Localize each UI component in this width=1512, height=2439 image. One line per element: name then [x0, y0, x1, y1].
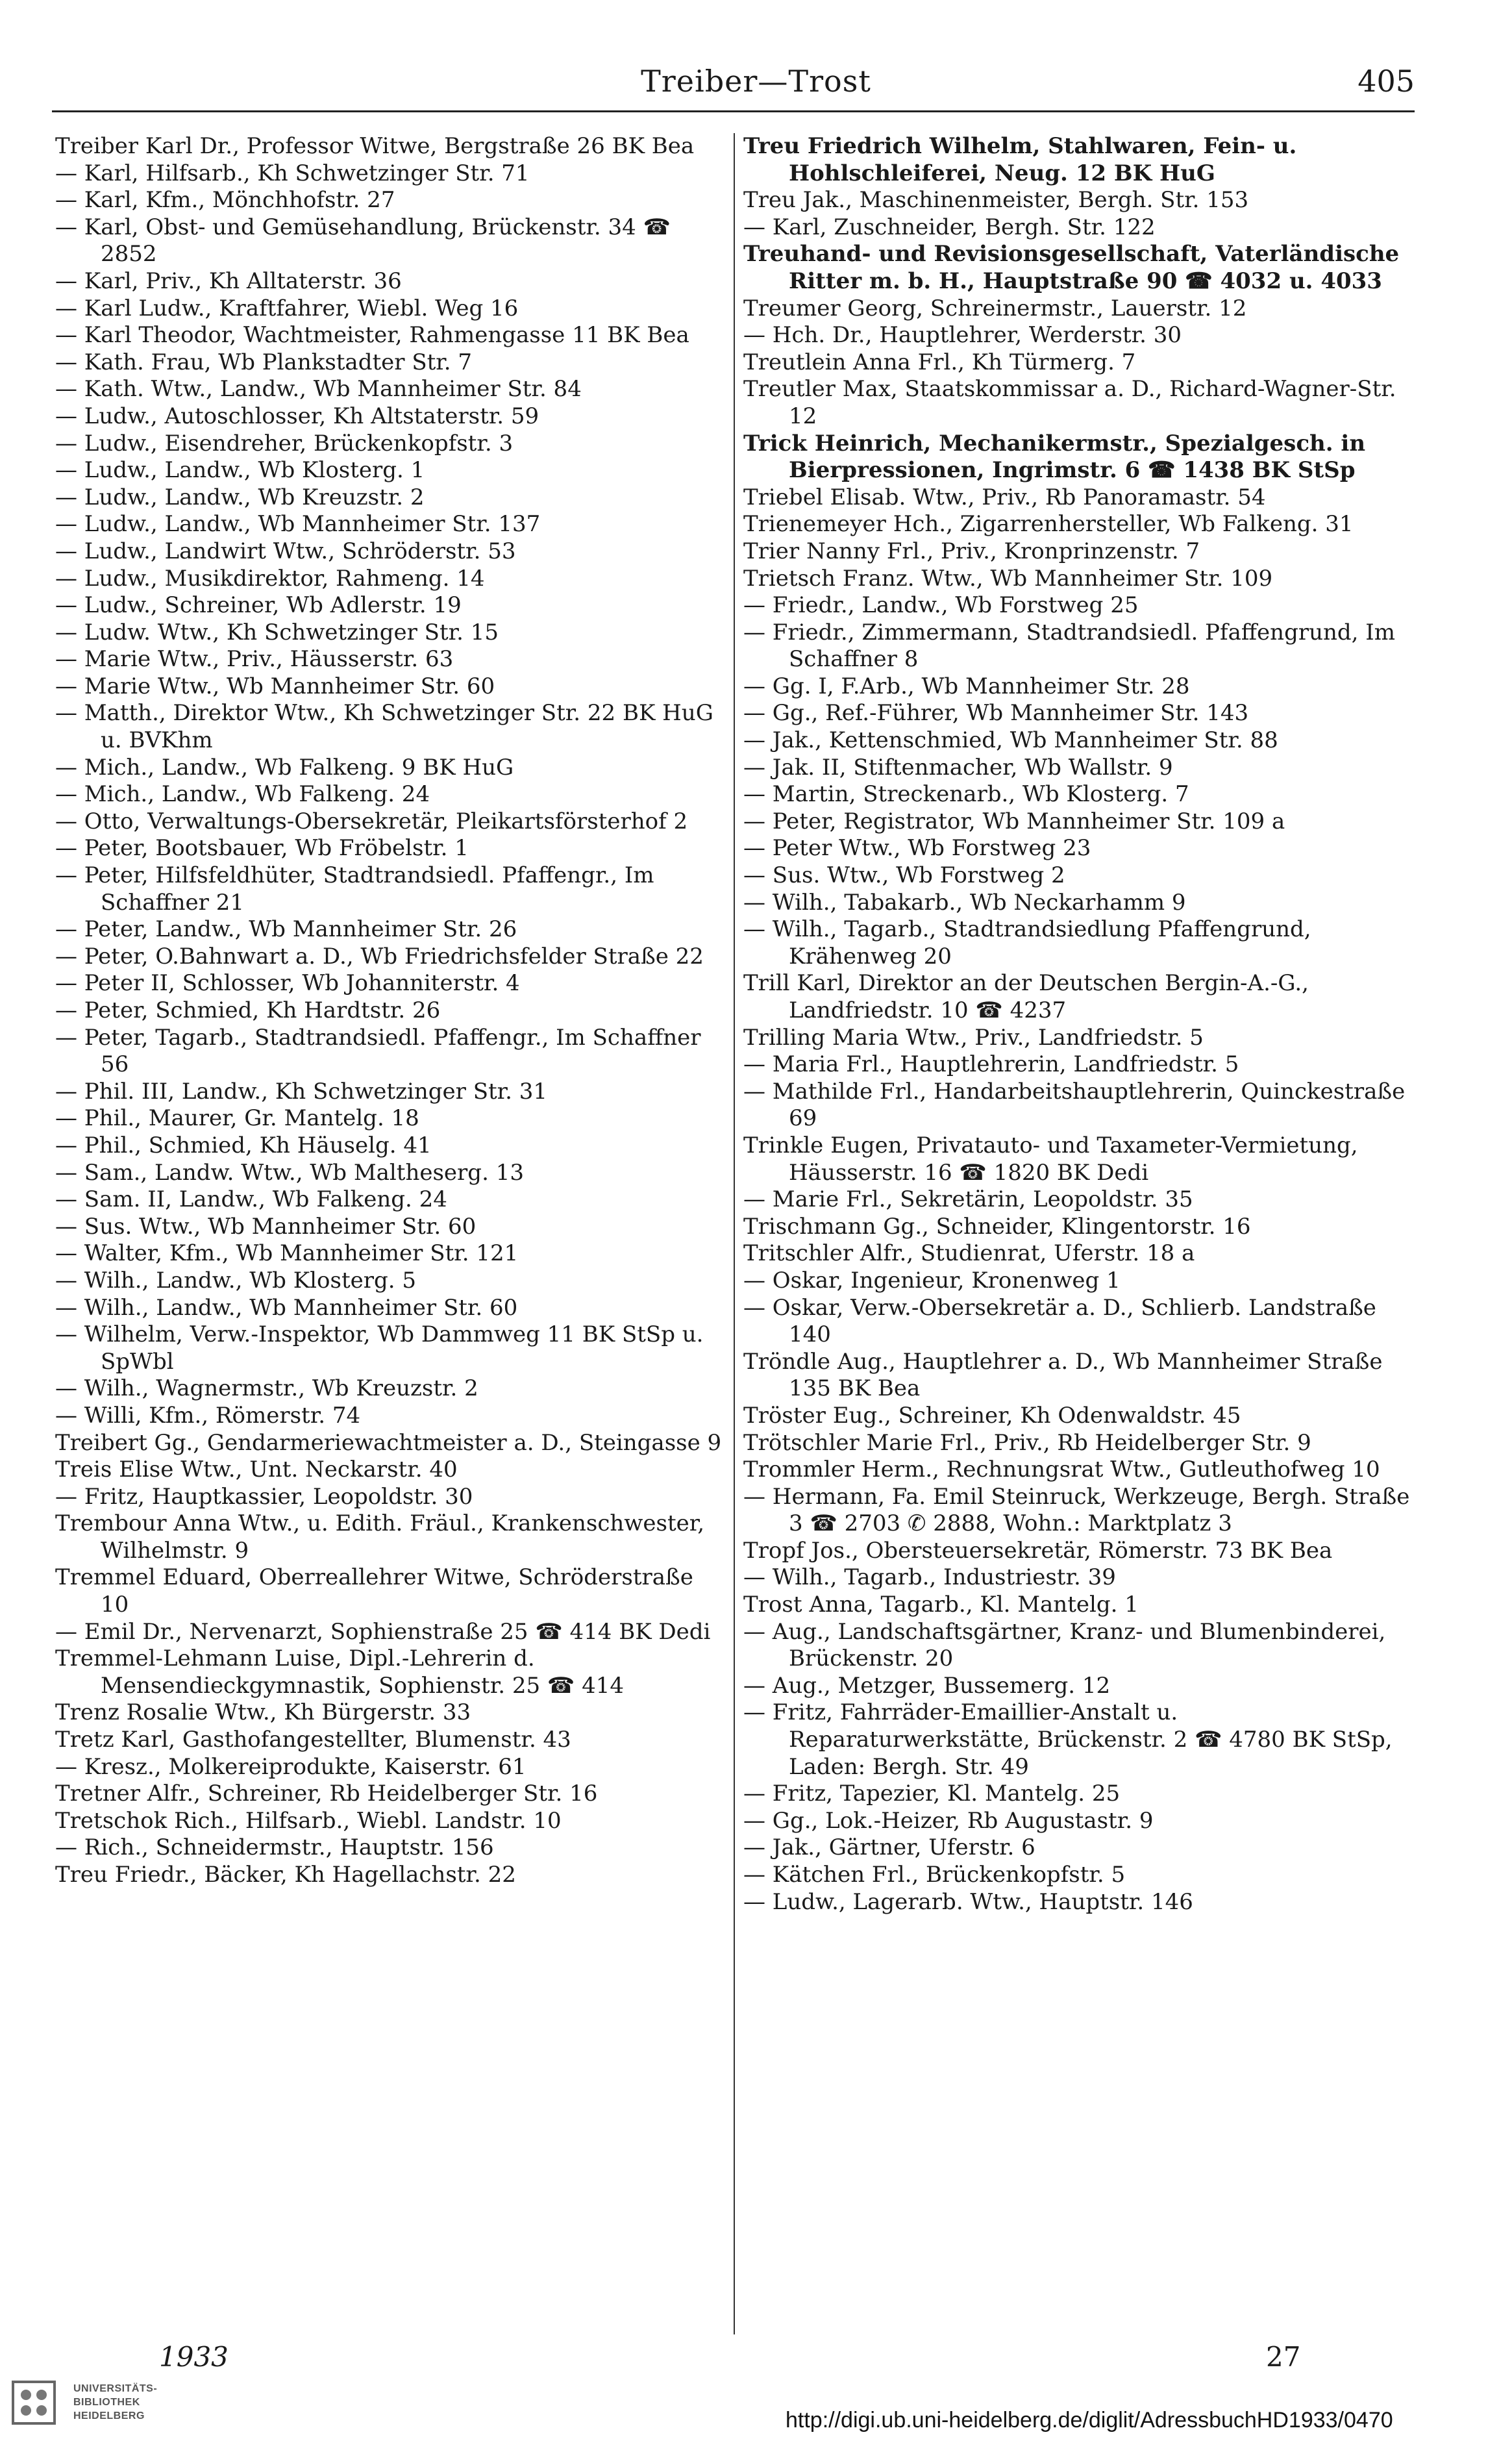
directory-entry: — Ludw., Eisendreher, Brückenkopfstr. 3 — [55, 430, 514, 457]
directory-entry: — Hch. Dr., Hauptlehrer, Werderstr. 30 — [743, 322, 1182, 349]
directory-entry: — Peter, O.Bahnwart a. D., Wb Friedrichsfelder Straße 22 — [55, 943, 704, 969]
library-seal-icon — [12, 2381, 56, 2425]
directory-entry: — Peter, Schmied, Kh Hardtstr. 26 — [55, 997, 441, 1023]
directory-entry: Tretner Alfr., Schreiner, Rb Heidelberger Str. 16 — [55, 1781, 598, 1807]
directory-entry: — Wilh., Landw., Wb Klosterg. 5 — [55, 1267, 416, 1294]
directory-entry: — Wilh., Tagarb., Stadtrandsiedlung Pfaffengrund, Krähenweg 20 — [743, 916, 1319, 969]
directory-entry: — Fritz, Hauptkassier, Leopoldstr. 30 — [55, 1483, 473, 1510]
source-url-link[interactable]: http://digi.ub.uni-heidelberg.de/diglit/AdressbuchHD1933/0470 — [786, 2408, 1393, 2433]
directory-entry: — Karl Theodor, Wachtmeister, Rahmengasse 11 BK Bea — [55, 322, 689, 349]
directory-entry: — Sus. Wtw., Wb Mannheimer Str. 60 — [55, 1213, 477, 1240]
directory-entry: — Phil., Schmied, Kh Häuselg. 41 — [55, 1132, 432, 1158]
directory-entry: — Wilh., Landw., Wb Mannheimer Str. 60 — [55, 1294, 518, 1321]
directory-entry: — Kath. Wtw., Landw., Wb Mannheimer Str. 84 — [55, 376, 582, 403]
column-divider — [734, 133, 735, 2334]
directory-entry: — Kätchen Frl., Brückenkopfstr. 5 — [743, 1862, 1126, 1888]
directory-entry: — Phil. III, Landw., Kh Schwetzinger Str. 31 — [55, 1078, 548, 1105]
directory-entry: — Peter, Tagarb., Stadtrandsiedl. Pfaffengr., Im Schaffner 56 — [55, 1024, 708, 1078]
directory-entry: Trost Anna, Tagarb., Kl. Mantelg. 1 — [743, 1592, 1139, 1618]
directory-entry: — Peter, Bootsbauer, Wb Fröbelstr. 1 — [55, 835, 469, 862]
directory-entry: — Aug., Metzger, Bussemerg. 12 — [743, 1672, 1111, 1699]
directory-entry: — Sam. II, Landw., Wb Falkeng. 24 — [55, 1186, 447, 1213]
directory-entry: — Hermann, Fa. Emil Steinruck, Werkzeuge, Bergh. Straße 3 ☎ 2703 ✆ 2888, Wohn.: Marktplatz 3 — [743, 1483, 1417, 1537]
directory-entry: Trembour Anna Wtw., u. Edith. Fräul., Krankenschwester, Wilhelmstr. 9 — [55, 1510, 712, 1564]
directory-entry: — Marie Wtw., Priv., Häusserstr. 63 — [55, 646, 454, 673]
directory-entry: Trinkle Eugen, Privatauto- und Taxameter-Vermietung, Häusserstr. 16 ☎ 1820 BK Dedi — [743, 1132, 1365, 1186]
directory-entry: — Karl, Kfm., Mönchhofstr. 27 — [55, 187, 395, 214]
directory-entry: — Jak., Kettenschmied, Wb Mannheimer Str. 88 — [743, 727, 1278, 754]
directory-entry: Treu Friedr., Bäcker, Kh Hagellachstr. 22 — [55, 1862, 516, 1888]
directory-entry: — Karl Ludw., Kraftfahrer, Wiebl. Weg 16 — [55, 295, 519, 321]
directory-entry: — Ludw. Wtw., Kh Schwetzinger Str. 15 — [55, 619, 499, 645]
directory-entry: — Ludw., Autoschlosser, Kh Altstaterstr. 59 — [55, 403, 539, 429]
directory-entry: — Friedr., Zimmermann, Stadtrandsiedl. Pfaffengrund, Im Schaffner 8 — [743, 619, 1402, 673]
directory-entry: Treiber Karl Dr., Professor Witwe, Bergstraße 26 BK Bea — [55, 133, 695, 159]
directory-entry: Trischmann Gg., Schneider, Klingentorstr. 16 — [743, 1213, 1251, 1240]
directory-entry-firm: Trick Heinrich, Mechanikermstr., Spezialgesch. in Bierpressionen, Ingrimstr. 6 ☎ 1438 BK StSp — [743, 430, 1373, 484]
library-logo-text — [73, 2382, 249, 2423]
logo-line-2: BIBLIOTHEK — [73, 2397, 140, 2408]
directory-entry: — Peter II, Schlosser, Wb Johanniterstr. 4 — [55, 970, 520, 997]
directory-entry: Tremmel-Lehmann Luise, Dipl.-Lehrerin d. Mensendieckgymnastik, Sophienstr. 25 ☎ 414 — [55, 1645, 624, 1699]
directory-entry: — Friedr., Landw., Wb Forstweg 25 — [743, 592, 1139, 619]
directory-entry-firm: Treuhand- und Revisionsgesellschaft, Vaterländische Ritter m. b. H., Hauptstraße 90 ☎ 4032 u. 4033 — [743, 241, 1407, 294]
directory-entry: — Matth., Direktor Wtw., Kh Schwetzinger Str. 22 BK HuG u. BVKhm — [55, 700, 721, 754]
page-number: 405 — [1357, 64, 1415, 99]
directory-entry: Trier Nanny Frl., Priv., Kronprinzenstr. 7 — [743, 538, 1200, 564]
directory-entry: Treutlein Anna Frl., Kh Türmerg. 7 — [743, 349, 1136, 375]
directory-entry: — Wilh., Tagarb., Industriestr. 39 — [743, 1564, 1116, 1591]
running-head: Treiber—Trost — [641, 64, 871, 99]
logo-line-3: HEIDELBERG — [73, 2410, 145, 2421]
directory-entry: — Ludw., Landw., Wb Klosterg. 1 — [55, 457, 425, 484]
directory-entry: — Karl, Hilfsarb., Kh Schwetzinger Str. 71 — [55, 160, 530, 186]
directory-entry: Tröndle Aug., Hauptlehrer a. D., Wb Mannheimer Straße 135 BK Bea — [743, 1348, 1390, 1402]
directory-entry: — Ludw., Landw., Wb Mannheimer Str. 137 — [55, 511, 541, 538]
library-logo — [12, 2377, 245, 2435]
directory-entry: Treibert Gg., Gendarmeriewachtmeister a. D., Steingasse 9 — [55, 1429, 722, 1456]
directory-entry: — Wilh., Wagnermstr., Wb Kreuzstr. 2 — [55, 1375, 478, 1402]
directory-entry: Tröster Eug., Schreiner, Kh Odenwaldstr. 45 — [743, 1402, 1241, 1429]
directory-entry: — Peter, Hilfsfeldhüter, Stadtrandsiedl. Pfaffengr., Im Schaffner 21 — [55, 862, 662, 916]
directory-entry: Treis Elise Wtw., Unt. Neckarstr. 40 — [55, 1457, 458, 1483]
directory-entry: — Karl, Priv., Kh Alltaterstr. 36 — [55, 268, 402, 294]
directory-entry: Tretschok Rich., Hilfsarb., Wiebl. Landstr. 10 — [55, 1807, 562, 1834]
directory-entry: — Peter, Landw., Wb Mannheimer Str. 26 — [55, 916, 517, 943]
directory-entry: — Peter, Registrator, Wb Mannheimer Str. 109 a — [743, 808, 1285, 834]
directory-entry: — Gg., Ref.-Führer, Wb Mannheimer Str. 143 — [743, 700, 1249, 727]
directory-entry: — Marie Frl., Sekretärin, Leopoldstr. 35 — [743, 1186, 1193, 1213]
directory-entry: Tretz Karl, Gasthofangestellter, Blumenstr. 43 — [55, 1727, 571, 1753]
directory-entry: — Oskar, Ingenieur, Kronenweg 1 — [743, 1267, 1121, 1294]
right-column — [743, 133, 1415, 1916]
directory-entry: — Wilh., Tabakarb., Wb Neckarhamm 9 — [743, 889, 1186, 916]
directory-entry: — Karl, Zuschneider, Bergh. Str. 122 — [743, 214, 1156, 240]
left-column — [55, 133, 724, 1889]
directory-entry: — Kath. Frau, Wb Plankstadter Str. 7 — [55, 349, 473, 375]
directory-entry: — Walter, Kfm., Wb Mannheimer Str. 121 — [55, 1240, 519, 1267]
directory-entry: — Mich., Landw., Wb Falkeng. 24 — [55, 781, 430, 808]
directory-entry: — Otto, Verwaltungs-Obersekretär, Pleikartsförsterhof 2 — [55, 808, 688, 834]
directory-entry: Treu Jak., Maschinenmeister, Bergh. Str. 153 — [743, 187, 1249, 214]
directory-entry: — Sus. Wtw., Wb Forstweg 2 — [743, 862, 1065, 889]
directory-entry: — Ludw., Schreiner, Wb Adlerstr. 19 — [55, 592, 462, 619]
directory-entry: Tremmel Eduard, Oberreallehrer Witwe, Schröderstraße 10 — [55, 1564, 700, 1618]
directory-entry: — Willi, Kfm., Römerstr. 74 — [55, 1402, 361, 1429]
directory-entry: — Aug., Landschaftsgärtner, Kranz- und Blumenbinderei, Brückenstr. 20 — [743, 1618, 1393, 1672]
directory-entry: — Karl, Obst- und Gemüsehandlung, Brückenstr. 34 ☎ 2852 — [55, 214, 678, 268]
directory-entry: — Phil., Maurer, Gr. Mantelg. 18 — [55, 1105, 419, 1132]
directory-entry: — Fritz, Tapezier, Kl. Mantelg. 25 — [743, 1781, 1121, 1807]
directory-entry: Triebel Elisab. Wtw., Priv., Rb Panoramastr. 54 — [743, 484, 1266, 510]
directory-entry: — Ludw., Landw., Wb Kreuzstr. 2 — [55, 484, 425, 510]
directory-entry: — Ludw., Musikdirektor, Rahmeng. 14 — [55, 565, 485, 592]
directory-entry: — Ludw., Lagerarb. Wtw., Hauptstr. 146 — [743, 1888, 1193, 1915]
directory-entry: — Wilhelm, Verw.-Inspektor, Wb Dammweg 11 BK StSp u. SpWbl — [55, 1321, 711, 1375]
directory-entry: Trenz Rosalie Wtw., Kh Bürgerstr. 33 — [55, 1699, 471, 1726]
directory-entry: Treumer Georg, Schreinermstr., Lauerstr. 12 — [743, 295, 1247, 321]
directory-entry: — Kresz., Molkereiprodukte, Kaiserstr. 61 — [55, 1753, 527, 1780]
header-rule — [52, 110, 1415, 112]
directory-entry: Trienemeyer Hch., Zigarrenhersteller, Wb Falkeng. 31 — [743, 511, 1354, 538]
directory-entry: Trilling Maria Wtw., Priv., Landfriedstr. 5 — [743, 1024, 1204, 1051]
directory-entry: — Maria Frl., Hauptlehrerin, Landfriedstr. 5 — [743, 1051, 1239, 1078]
directory-entry: Trietsch Franz. Wtw., Wb Mannheimer Str. 109 — [743, 565, 1273, 592]
directory-entry: — Peter Wtw., Wb Forstweg 23 — [743, 835, 1091, 862]
directory-entry: Trommler Herm., Rechnungsrat Wtw., Gutleuthofweg 10 — [743, 1457, 1380, 1483]
directory-entry: — Martin, Streckenarb., Wb Klosterg. 7 — [743, 781, 1189, 808]
directory-entry: — Oskar, Verw.-Obersekretär a. D., Schlierb. Landstraße 140 — [743, 1294, 1383, 1348]
directory-entry: — Gg. I, F.Arb., Wb Mannheimer Str. 28 — [743, 673, 1190, 699]
directory-entry: — Jak., Gärtner, Uferstr. 6 — [743, 1834, 1035, 1861]
logo-line-1: UNIVERSITÄTS- — [73, 2383, 158, 2394]
directory-entry: — Sam., Landw. Wtw., Wb Maltheserg. 13 — [55, 1159, 524, 1186]
directory-entry: — Gg., Lok.-Heizer, Rb Augustastr. 9 — [743, 1807, 1154, 1834]
directory-entry: — Emil Dr., Nervenarzt, Sophienstraße 25 ☎ 414 BK Dedi — [55, 1618, 711, 1645]
directory-entry: — Jak. II, Stiftenmacher, Wb Wallstr. 9 — [743, 754, 1173, 781]
directory-entry: — Fritz, Fahrräder-Emaillier-Anstalt u. Reparaturwerkstätte, Brückenstr. 2 ☎ 4780 BK StSp, Laden: Bergh. Str. 49 — [743, 1699, 1400, 1780]
directory-entry-firm: Treu Friedrich Wilhelm, Stahlwaren, Fein- u. Hohlschleiferei, Neug. 12 BK HuG — [743, 133, 1305, 186]
directory-entry: Tritschler Alfr., Studienrat, Uferstr. 18 a — [743, 1240, 1195, 1267]
directory-entry: — Rich., Schneidermstr., Hauptstr. 156 — [55, 1834, 494, 1861]
directory-entry: — Mathilde Frl., Handarbeitshauptlehrerin, Quinckestraße 69 — [743, 1078, 1412, 1132]
directory-entry: — Mich., Landw., Wb Falkeng. 9 BK HuG — [55, 754, 514, 781]
directory-entry: Treutler Max, Staatskommissar a. D., Richard-Wagner-Str. 12 — [743, 376, 1404, 429]
directory-entry: — Ludw., Landwirt Wtw., Schröderstr. 53 — [55, 538, 516, 564]
footer-year: 1933 — [159, 2341, 229, 2373]
footer-page-number: 27 — [1266, 2341, 1301, 2373]
directory-entry: Tropf Jos., Obersteuersekretär, Römerstr. 73 BK Bea — [743, 1537, 1333, 1564]
directory-entry: Trötschler Marie Frl., Priv., Rb Heidelberger Str. 9 — [743, 1429, 1311, 1456]
directory-entry: Trill Karl, Direktor an der Deutschen Bergin-A.-G., Landfriedstr. 10 ☎ 4237 — [743, 970, 1316, 1023]
directory-entry: — Marie Wtw., Wb Mannheimer Str. 60 — [55, 673, 495, 699]
